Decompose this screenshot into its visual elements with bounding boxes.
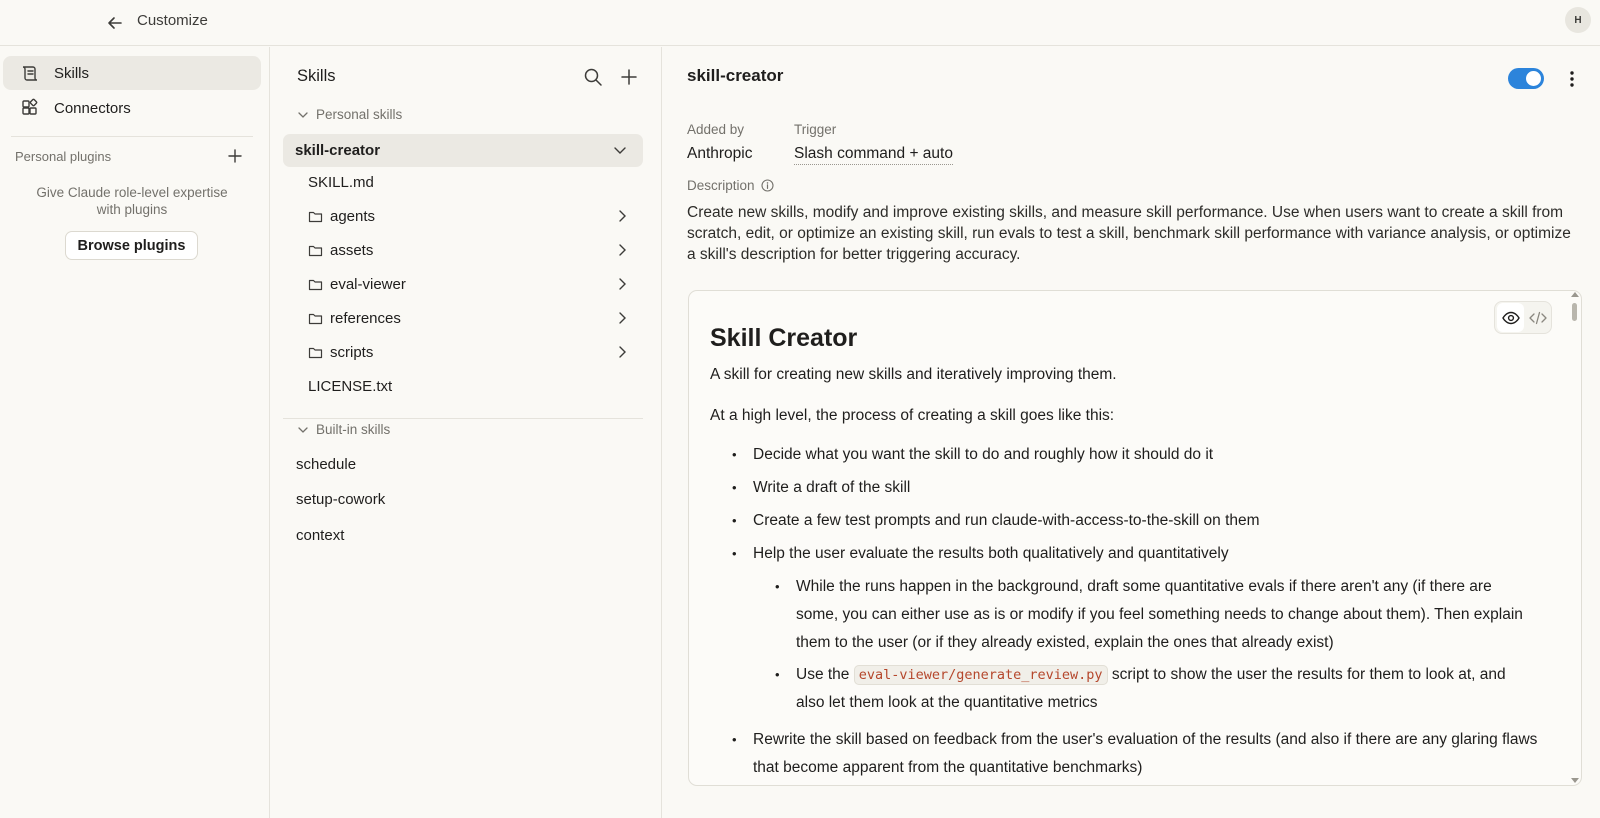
skills-panel [271, 47, 662, 818]
folder-item[interactable] [283, 201, 643, 231]
plugins-heading: Personal plugins [15, 149, 112, 164]
document-heading: Skill Creator [710, 324, 858, 352]
added-by-label: Added by [687, 122, 745, 137]
folder-name: assets [330, 241, 374, 259]
folder-item[interactable] [283, 235, 643, 265]
description-label-text: Description [687, 178, 755, 193]
document-process-intro: At a high level, the process of creating a skill goes like this: [710, 407, 1115, 424]
folder-item[interactable] [283, 303, 643, 333]
toggle-knob [1526, 71, 1541, 86]
folder-name: scripts [330, 343, 374, 361]
file-name: LICENSE.txt [308, 377, 393, 395]
sidebar-item-label: Connectors [54, 99, 131, 117]
avatar[interactable]: H [1565, 7, 1591, 33]
arrow-left-icon [106, 14, 124, 32]
skill-name: context [296, 526, 345, 544]
scroll-up-arrow[interactable] [1571, 292, 1579, 297]
skill-item-skill-creator[interactable] [283, 134, 643, 167]
grid-icon [20, 98, 40, 118]
personal-skills-toggle[interactable] [297, 107, 402, 122]
skill-detail [663, 47, 1600, 818]
enable-toggle[interactable] [1508, 68, 1544, 89]
document-intro: A skill for creating new skills and iteratively improving them. [710, 366, 1117, 383]
skill-document-preview [688, 290, 1582, 786]
file-item[interactable] [283, 167, 643, 197]
sub-list-item [796, 661, 1536, 717]
skill-item-context[interactable] [283, 520, 643, 550]
list-item: • Decide what you want the skill to do and roughly how it should do it [753, 441, 1533, 469]
chevron-right-icon [615, 311, 629, 325]
folder-name: agents [330, 207, 376, 225]
trigger-label: Trigger [794, 122, 837, 137]
description-text: Create new skills, modify and improve existing skills, and measure skill performance. Use when users want to create a skill from scratch, edit, or optimize an existing skill, run evals to test a skill, benchmark skill performance with variance analysis, or optimize a skill's description for better triggering accuracy. [687, 204, 1571, 263]
folder-icon [308, 277, 323, 292]
search-button[interactable] [582, 66, 604, 88]
list-item: • Create a few test prompts and run claude-with-access-to-the-skill on them [753, 507, 1533, 535]
scroll-thumb[interactable] [1572, 303, 1577, 321]
chevron-right-icon [615, 277, 629, 291]
skill-name: setup-cowork [296, 490, 386, 508]
list-item: • Help the user evaluate the results both qualitatively and quantitatively [753, 540, 1533, 568]
code-icon [1529, 311, 1547, 325]
divider [283, 418, 643, 419]
back-button[interactable] [102, 10, 128, 36]
skill-item-setup-cowork[interactable] [283, 484, 643, 514]
view-mode-switch [1494, 301, 1552, 334]
description-label [687, 178, 774, 193]
inline-code: eval-viewer/generate_review.py [854, 665, 1108, 685]
add-plugin-button[interactable] [225, 146, 245, 166]
sub-list-text: script to show the user the results for them to look at, and also let them look at the quantitative metrics [796, 666, 1506, 711]
folder-item[interactable] [283, 269, 643, 299]
folder-icon [308, 243, 323, 258]
plugins-description: Give Claude role-level expertise with plugins [36, 185, 228, 217]
folder-icon [308, 209, 323, 224]
folder-icon [308, 345, 323, 360]
sub-list-text: Use the [796, 666, 850, 683]
section-label: Personal skills [316, 107, 403, 122]
code-view-button[interactable] [1524, 303, 1551, 332]
builtin-skills-toggle[interactable] [297, 422, 390, 437]
eye-icon [1502, 311, 1520, 325]
browse-plugins-button[interactable]: Browse plugins [65, 231, 198, 260]
skill-item-schedule[interactable] [283, 449, 643, 479]
plus-icon [620, 68, 638, 86]
divider [11, 136, 253, 137]
sidebar-item-label: Skills [54, 64, 90, 82]
page-title: Customize [137, 12, 208, 29]
plus-icon [228, 149, 242, 163]
scroll-down-arrow[interactable] [1571, 778, 1579, 783]
document-scrollbar[interactable] [1568, 291, 1582, 785]
sidebar-item-connectors[interactable] [3, 91, 261, 125]
folder-icon [308, 311, 323, 326]
sidebar-item-skills[interactable] [3, 56, 261, 90]
file-item[interactable] [283, 371, 643, 401]
chevron-down-icon [297, 109, 309, 121]
more-vertical-icon [1569, 70, 1575, 88]
chevron-right-icon [615, 209, 629, 223]
chevron-right-icon [615, 345, 629, 359]
add-skill-button[interactable] [618, 66, 640, 88]
preview-button[interactable] [1497, 303, 1524, 332]
folder-item[interactable] [283, 337, 643, 367]
folder-name: eval-viewer [330, 275, 406, 293]
top-bar [0, 0, 1600, 46]
more-options-button[interactable] [1562, 68, 1582, 90]
folder-name: references [330, 309, 401, 327]
search-icon [583, 67, 603, 87]
scroll-icon [20, 63, 40, 83]
skill-name: skill-creator [295, 142, 381, 159]
added-by-value: Anthropic [687, 145, 753, 162]
skill-name: schedule [296, 455, 357, 473]
list-item: • Rewrite the skill based on feedback from the user's evaluation of the results (and also if there are any glaring flaws that become apparent from the quantitative benchmarks) [753, 726, 1543, 782]
chevron-down-icon [612, 142, 628, 158]
section-label: Built-in skills [316, 422, 391, 437]
list-item: • Write a draft of the skill [753, 474, 1533, 502]
skill-title: skill-creator [687, 66, 784, 85]
info-icon[interactable] [761, 179, 774, 192]
sidebar [0, 47, 270, 818]
sub-list-item: • While the runs happen in the background, draft some quantitative evals if there aren't any (if there are some, you can either use as is or modify if you feel something needs to change about them). Then explain them to the user (or if they already existed, explain the ones that already exist) [796, 573, 1536, 657]
trigger-value[interactable]: Slash command + auto [794, 145, 953, 165]
chevron-right-icon [615, 243, 629, 257]
panel-title: Skills [297, 67, 336, 85]
chevron-down-icon [297, 424, 309, 436]
file-name: SKILL.md [308, 173, 374, 191]
